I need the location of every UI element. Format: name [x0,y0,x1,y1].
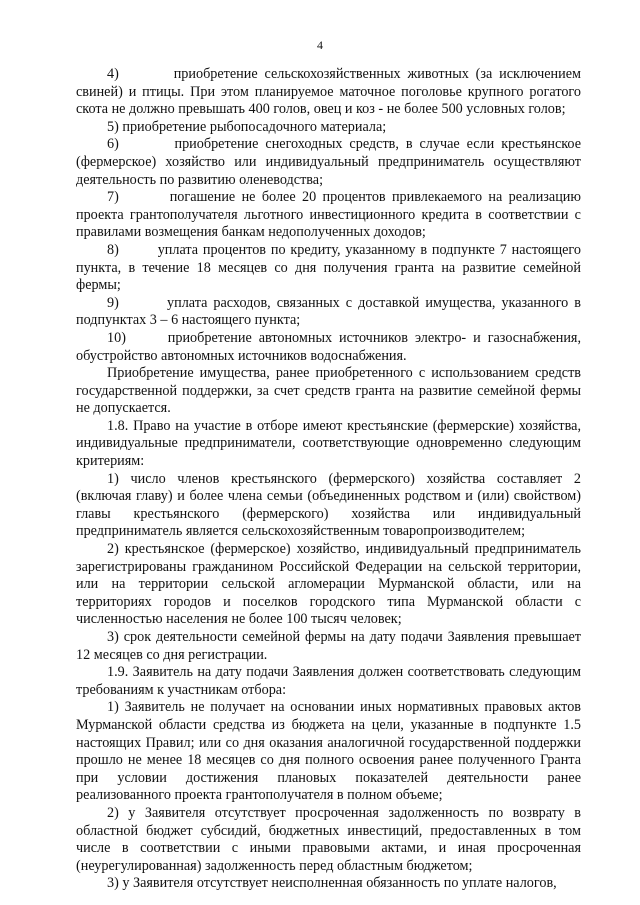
paragraph: 3) у Заявителя отсутствует неисполненная обязанность по уплате налогов, [107,875,557,892]
paragraph: 3) срок деятельности семейной фермы на дату подачи Заявления превышает 12 месяцев со дня регистрации. [76,629,581,663]
paragraph: 5) приобретение рыбопосадочного материала; [107,118,387,135]
paragraph: 1) Заявитель не получает на основании иных нормативных правовых актов Мурманской области средства из бюджета на цели, указанные в подпункте 1.5 настоящих Правил; или со дня оказания аналогичной государственной поддержки прошло не менее 18 месяцев со дня полного освоения ранее полученного Гранта при условии достижения плановых показателей деятельности ранее реализованного проекта грантополучателя в полном объеме; [76,699,581,804]
paragraph: Приобретение имущества, ранее приобретенного с использованием средств государственной поддержки, за счет средств гранта на развитие семейной фермы не допускается. [76,365,581,417]
paragraph: 6) приобретение снегоходных средств, в случае если крестьянское (фермерское) хозяйство или индивидуальный предприниматель осуществляют деятельность по развитию оленеводства; [76,136,581,188]
paragraph: 10) приобретение автономных источников электро- и газоснабжения, обустройство автономных источников водоснабжения. [76,329,581,364]
document-body [76,66,581,893]
paragraph: 4) приобретение сельскохозяйственных животных (за исключением свиней) и птицы. При этом планируемое маточное поголовье крупного рогатого скота не должно превышать 400 голов, овец и коз - не более 500 условных голов; [76,66,581,118]
paragraph: 2) у Заявителя отсутствует просроченная задолженность по возврату в областной бюджет субсидий, бюджетных инвестиций, предоставленных в том числе в соответствии с иными правовыми актами, и иная просроченная (неурегулированная) задолженность перед областным бюджетом; [76,804,581,874]
paragraph: 1.8. Право на участие в отборе имеют крестьянские (фермерские) хозяйства, индивидуальные предприниматели, соответствующие одновременно следующим критериям: [76,417,581,470]
paragraph: 8) уплата процентов по кредиту, указанному в подпункте 7 настоящего пункта, в течение 18 месяцев со дня получения гранта на развитие семейной фермы; [76,241,581,294]
page-number: 4 [317,38,323,52]
paragraph: 1) число членов крестьянского (фермерского) хозяйства составляет 2 (включая главу) и более члена семьи (объединенных родством и (или) свойством) главы крестьянского (фермерского) хозяйства или индивидуальный предприниматель является сельскохозяйственным товаропроизводителем; [76,470,581,540]
paragraph: 7) погашение не более 20 процентов привлекаемого на реализацию проекта грантополучателя льготного инвестиционного кредита в соответствии с правилами возмещения банкам недополученных доходов; [76,189,581,241]
paragraph: 2) крестьянское (фермерское) хозяйство, индивидуальный предприниматель зарегистрированы гражданином Российской Федерации на сельской территории, или на территории сельской агломерации Мурманской области, или на территориях городов и поселков городского типа Мурманской области с численностью населения не более 100 тысяч человек; [76,541,581,628]
paragraph: 9) уплата расходов, связанных с доставкой имущества, указанного в подпунктах 3 – 6 настоящего пункта; [76,294,581,329]
paragraph: 1.9. Заявитель на дату подачи Заявления должен соответствовать следующим требованиям к участникам отбора: [76,664,581,698]
